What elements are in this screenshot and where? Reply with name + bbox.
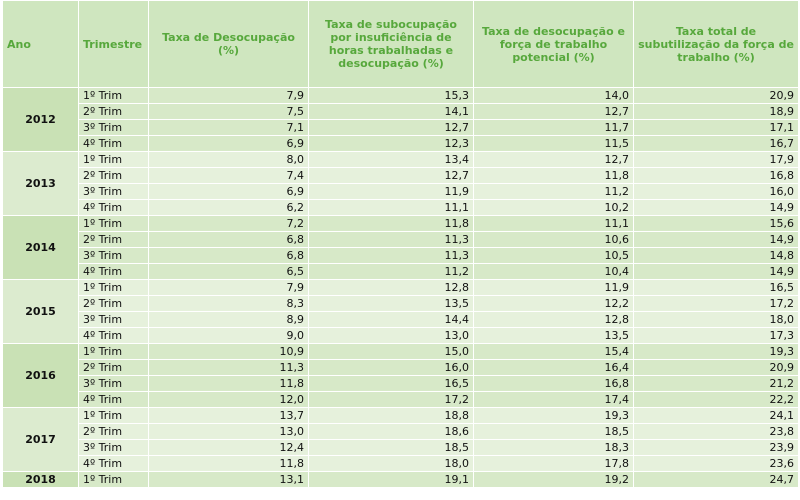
table-row	[3, 408, 799, 424]
cell-subocupacao: 15,3	[309, 88, 474, 104]
header-subocupacao: Taxa de subocupação por insuficiência de horas trabalhadas e desocupação (%)	[309, 1, 474, 88]
cell-desocupacao: 13,7	[149, 408, 309, 424]
cell-ano: 2018	[3, 472, 79, 488]
cell-desocupacao: 6,8	[149, 248, 309, 264]
table-row	[3, 152, 799, 168]
cell-forca-potencial: 11,1	[474, 216, 634, 232]
cell-desocupacao: 13,0	[149, 424, 309, 440]
cell-forca-potencial: 12,8	[474, 312, 634, 328]
cell-forca-potencial: 14,0	[474, 88, 634, 104]
cell-forca-potencial: 11,9	[474, 280, 634, 296]
cell-subutilizacao: 19,3	[634, 344, 799, 360]
cell-desocupacao: 6,8	[149, 232, 309, 248]
cell-subocupacao: 11,8	[309, 216, 474, 232]
cell-trimestre: 2º Trim	[79, 296, 149, 312]
cell-ano: 2014	[3, 216, 79, 280]
cell-trimestre: 3º Trim	[79, 440, 149, 456]
header-row	[3, 1, 799, 88]
cell-forca-potencial: 12,7	[474, 152, 634, 168]
cell-forca-potencial: 16,4	[474, 360, 634, 376]
cell-subutilizacao: 18,9	[634, 104, 799, 120]
cell-subutilizacao: 17,2	[634, 296, 799, 312]
cell-subocupacao: 14,1	[309, 104, 474, 120]
cell-forca-potencial: 19,2	[474, 472, 634, 488]
table-row	[3, 424, 799, 440]
cell-subocupacao: 18,0	[309, 456, 474, 472]
table-row	[3, 200, 799, 216]
cell-forca-potencial: 12,2	[474, 296, 634, 312]
cell-subutilizacao: 24,1	[634, 408, 799, 424]
cell-subutilizacao: 23,6	[634, 456, 799, 472]
cell-forca-potencial: 10,2	[474, 200, 634, 216]
cell-subutilizacao: 21,2	[634, 376, 799, 392]
cell-subutilizacao: 16,5	[634, 280, 799, 296]
cell-trimestre: 3º Trim	[79, 312, 149, 328]
cell-subutilizacao: 23,8	[634, 424, 799, 440]
cell-subutilizacao: 22,2	[634, 392, 799, 408]
cell-subutilizacao: 16,0	[634, 184, 799, 200]
cell-subocupacao: 12,8	[309, 280, 474, 296]
cell-ano: 2016	[3, 344, 79, 408]
table-row	[3, 392, 799, 408]
cell-subocupacao: 18,6	[309, 424, 474, 440]
cell-subocupacao: 11,9	[309, 184, 474, 200]
cell-subocupacao: 12,7	[309, 120, 474, 136]
cell-forca-potencial: 11,7	[474, 120, 634, 136]
cell-forca-potencial: 18,5	[474, 424, 634, 440]
cell-trimestre: 1º Trim	[79, 216, 149, 232]
cell-subutilizacao: 14,9	[634, 200, 799, 216]
cell-subocupacao: 14,4	[309, 312, 474, 328]
cell-trimestre: 4º Trim	[79, 200, 149, 216]
cell-trimestre: 1º Trim	[79, 280, 149, 296]
cell-forca-potencial: 12,7	[474, 104, 634, 120]
cell-trimestre: 2º Trim	[79, 104, 149, 120]
table-body	[3, 88, 799, 488]
cell-ano: 2017	[3, 408, 79, 472]
cell-trimestre: 1º Trim	[79, 472, 149, 488]
header-ano: Ano	[3, 1, 79, 88]
cell-subutilizacao: 24,7	[634, 472, 799, 488]
cell-trimestre: 3º Trim	[79, 376, 149, 392]
header-trimestre: Trimestre	[79, 1, 149, 88]
table-row	[3, 312, 799, 328]
cell-trimestre: 2º Trim	[79, 168, 149, 184]
cell-desocupacao: 11,8	[149, 376, 309, 392]
cell-subocupacao: 19,1	[309, 472, 474, 488]
cell-forca-potencial: 11,5	[474, 136, 634, 152]
cell-forca-potencial: 17,8	[474, 456, 634, 472]
cell-subutilizacao: 14,9	[634, 232, 799, 248]
cell-subocupacao: 11,3	[309, 248, 474, 264]
cell-desocupacao: 7,4	[149, 168, 309, 184]
cell-subocupacao: 13,5	[309, 296, 474, 312]
cell-forca-potencial: 10,6	[474, 232, 634, 248]
cell-subocupacao: 15,0	[309, 344, 474, 360]
cell-subocupacao: 12,3	[309, 136, 474, 152]
cell-desocupacao: 8,9	[149, 312, 309, 328]
cell-subutilizacao: 20,9	[634, 360, 799, 376]
cell-desocupacao: 12,4	[149, 440, 309, 456]
cell-forca-potencial: 11,8	[474, 168, 634, 184]
cell-desocupacao: 7,5	[149, 104, 309, 120]
table-row	[3, 104, 799, 120]
cell-subocupacao: 11,3	[309, 232, 474, 248]
cell-desocupacao: 9,0	[149, 328, 309, 344]
cell-subocupacao: 16,5	[309, 376, 474, 392]
cell-desocupacao: 13,1	[149, 472, 309, 488]
cell-forca-potencial: 10,5	[474, 248, 634, 264]
cell-forca-potencial: 10,4	[474, 264, 634, 280]
cell-subutilizacao: 18,0	[634, 312, 799, 328]
cell-subocupacao: 13,4	[309, 152, 474, 168]
unemployment-table	[2, 0, 799, 488]
cell-subocupacao: 13,0	[309, 328, 474, 344]
cell-desocupacao: 12,0	[149, 392, 309, 408]
cell-forca-potencial: 15,4	[474, 344, 634, 360]
cell-ano: 2012	[3, 88, 79, 152]
cell-subocupacao: 17,2	[309, 392, 474, 408]
cell-trimestre: 4º Trim	[79, 328, 149, 344]
cell-subocupacao: 12,7	[309, 168, 474, 184]
table-row	[3, 456, 799, 472]
cell-desocupacao: 11,3	[149, 360, 309, 376]
table-row	[3, 184, 799, 200]
cell-trimestre: 3º Trim	[79, 120, 149, 136]
cell-desocupacao: 6,2	[149, 200, 309, 216]
table-row	[3, 216, 799, 232]
cell-forca-potencial: 13,5	[474, 328, 634, 344]
cell-subutilizacao: 15,6	[634, 216, 799, 232]
header-subutilizacao: Taxa total de subutilização da força de trabalho (%)	[634, 1, 799, 88]
cell-forca-potencial: 11,2	[474, 184, 634, 200]
cell-desocupacao: 7,2	[149, 216, 309, 232]
cell-subutilizacao: 14,9	[634, 264, 799, 280]
table-row	[3, 344, 799, 360]
cell-trimestre: 2º Trim	[79, 424, 149, 440]
cell-desocupacao: 8,3	[149, 296, 309, 312]
table-row	[3, 168, 799, 184]
table-row	[3, 136, 799, 152]
cell-subocupacao: 16,0	[309, 360, 474, 376]
cell-trimestre: 2º Trim	[79, 232, 149, 248]
header-forca-potencial: Taxa de desocupação e força de trabalho potencial (%)	[474, 1, 634, 88]
cell-subutilizacao: 17,9	[634, 152, 799, 168]
table-row	[3, 296, 799, 312]
cell-forca-potencial: 18,3	[474, 440, 634, 456]
cell-desocupacao: 8,0	[149, 152, 309, 168]
table-row	[3, 280, 799, 296]
cell-forca-potencial: 17,4	[474, 392, 634, 408]
table-row	[3, 232, 799, 248]
cell-subocupacao: 11,2	[309, 264, 474, 280]
table-row	[3, 328, 799, 344]
header-desocupacao: Taxa de Desocupação (%)	[149, 1, 309, 88]
cell-trimestre: 3º Trim	[79, 184, 149, 200]
cell-trimestre: 2º Trim	[79, 360, 149, 376]
table-row	[3, 360, 799, 376]
cell-subocupacao: 18,8	[309, 408, 474, 424]
cell-desocupacao: 7,1	[149, 120, 309, 136]
cell-ano: 2015	[3, 280, 79, 344]
cell-trimestre: 1º Trim	[79, 344, 149, 360]
table-row	[3, 472, 799, 488]
cell-trimestre: 4º Trim	[79, 264, 149, 280]
cell-desocupacao: 7,9	[149, 88, 309, 104]
cell-trimestre: 4º Trim	[79, 136, 149, 152]
cell-desocupacao: 7,9	[149, 280, 309, 296]
cell-subutilizacao: 14,8	[634, 248, 799, 264]
cell-subocupacao: 11,1	[309, 200, 474, 216]
cell-subutilizacao: 16,7	[634, 136, 799, 152]
cell-subocupacao: 18,5	[309, 440, 474, 456]
cell-trimestre: 4º Trim	[79, 392, 149, 408]
table-row	[3, 248, 799, 264]
cell-forca-potencial: 16,8	[474, 376, 634, 392]
cell-trimestre: 1º Trim	[79, 408, 149, 424]
cell-subutilizacao: 16,8	[634, 168, 799, 184]
cell-desocupacao: 10,9	[149, 344, 309, 360]
cell-subutilizacao: 17,1	[634, 120, 799, 136]
cell-desocupacao: 6,9	[149, 184, 309, 200]
cell-desocupacao: 6,9	[149, 136, 309, 152]
cell-desocupacao: 11,8	[149, 456, 309, 472]
cell-subutilizacao: 23,9	[634, 440, 799, 456]
cell-ano: 2013	[3, 152, 79, 216]
table-row	[3, 376, 799, 392]
table-row	[3, 440, 799, 456]
cell-desocupacao: 6,5	[149, 264, 309, 280]
cell-forca-potencial: 19,3	[474, 408, 634, 424]
cell-trimestre: 1º Trim	[79, 152, 149, 168]
table-row	[3, 264, 799, 280]
cell-subutilizacao: 17,3	[634, 328, 799, 344]
table-row	[3, 88, 799, 104]
cell-trimestre: 4º Trim	[79, 456, 149, 472]
cell-trimestre: 3º Trim	[79, 248, 149, 264]
table-row	[3, 120, 799, 136]
cell-subutilizacao: 20,9	[634, 88, 799, 104]
cell-trimestre: 1º Trim	[79, 88, 149, 104]
